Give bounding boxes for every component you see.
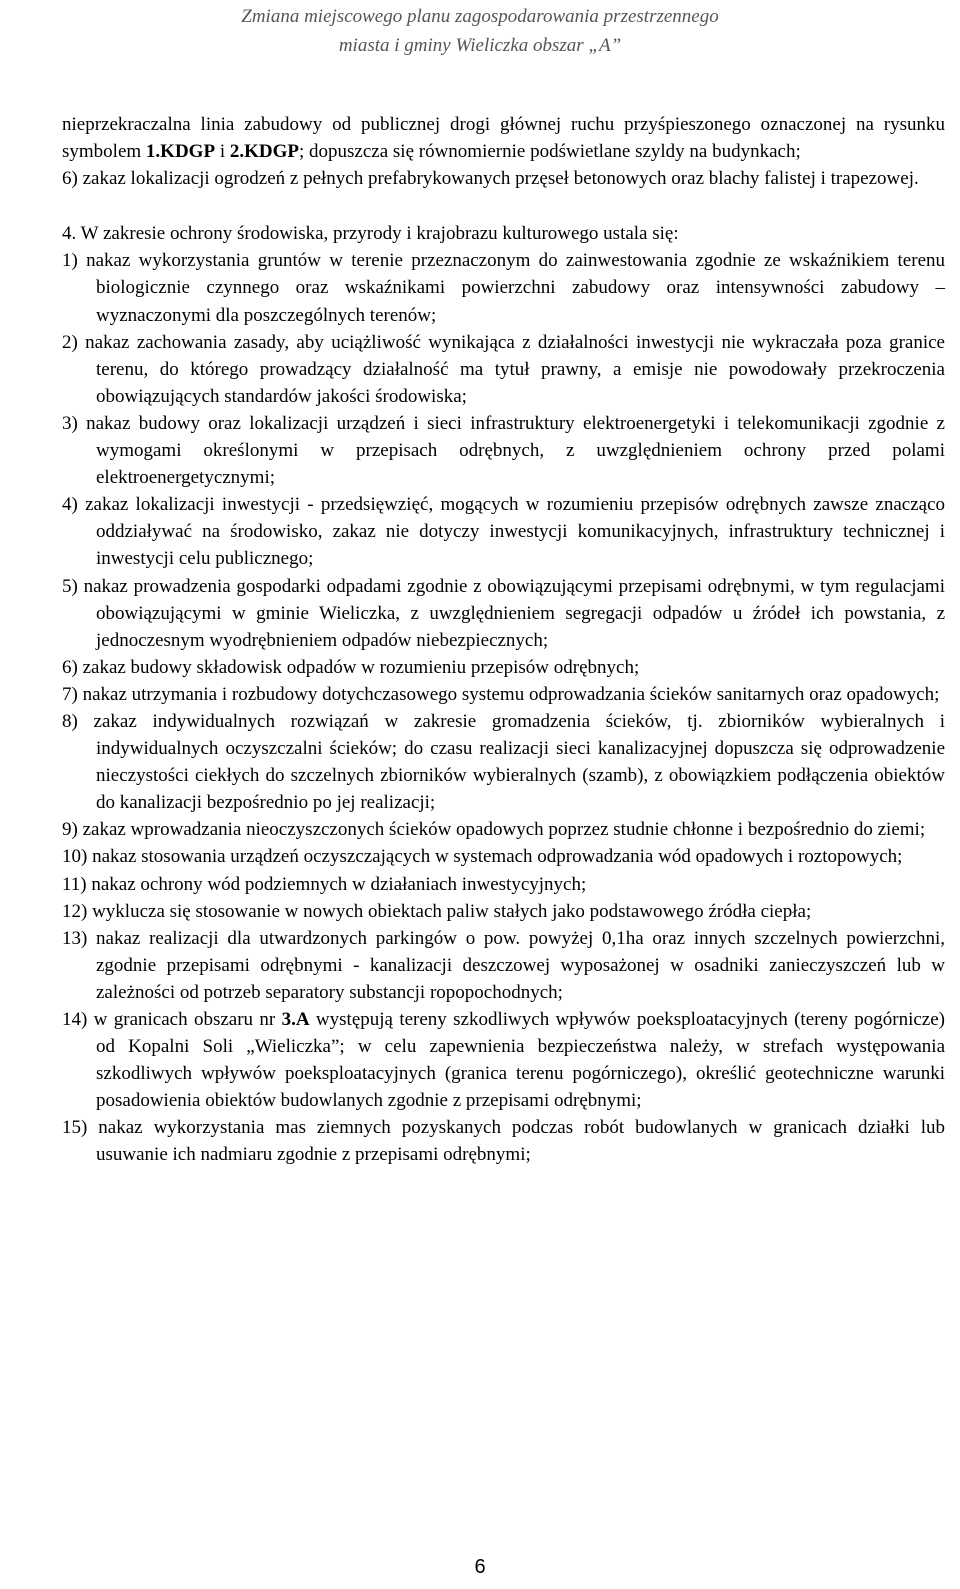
list-item: 7) nakaz utrzymania i rozbudowy dotychczasowego systemu odprowadzania ścieków sanitarnych oraz opadowych; <box>62 683 940 705</box>
intro-text-a: nieprzekraczalna linia zabudowy od publicznej drogi głównej ruchu przyśpieszonego oznaczonej na rysunku symbolem <box>62 114 945 163</box>
list-item: 5) nakaz prowadzenia gospodarki odpadami zgodnie z obowiązującymi przepisami odrębnymi, w tym regulacjami obowiązującymi w gminie Wieliczka, z uwzględnieniem segregacji odpadów u źródeł ich powstania, z jednoczesnym wyodrębnieniem odpadów niebezpiecznych; <box>62 575 945 651</box>
page-header <box>0 0 960 60</box>
page-number: 6 <box>474 1556 486 1578</box>
list-item-14 <box>62 1006 945 1114</box>
list-item: 1) nakaz wykorzystania gruntów w terenie przeznaczonym do zainwestowania zgodnie ze wskaźnikiem terenu biologicznie czynnego oraz wskaźnikami powierzchni zabudowy oraz intensywności zabudowy – wyznaczonymi dla poszczególnych terenów; <box>62 250 945 326</box>
intro-item-6: 6) zakaz lokalizacji ogrodzeń z pełnych prefabrykowanych przęseł betonowych oraz blachy falistej i trapezowej. <box>62 168 919 190</box>
list-item: 9) zakaz wprowadzania nieoczyszczonych ścieków opadowych poprzez studnie chłonne i bezpośrednio do ziemi; <box>62 819 926 841</box>
list-item: 2) nakaz zachowania zasady, aby uciążliwość wynikająca z działalności inwestycji nie wykraczała poza granice terenu, do którego prowadzący działalność ma tytuł prawny, a emisje nie powodowały przekroczenia obowiązujących standardów jakości środowiska; <box>62 331 945 407</box>
list-item: 6) zakaz budowy składowisk odpadów w rozumieniu przepisów odrębnych; <box>62 656 640 678</box>
symbol-1-kdgp: 1.KDGP <box>145 141 216 163</box>
list-item: 15) nakaz wykorzystania mas ziemnych pozyskanych podczas robót budowlanych w granicach działki lub usuwanie ich nadmiaru zgodnie z przepisami odrębnymi; <box>62 1117 945 1166</box>
header-line-2: miasta i gminy Wieliczka obszar „A” <box>338 35 622 56</box>
list-item: 12) wyklucza się stosowanie w nowych obiektach paliw stałych jako podstawowego źródła ciepła; <box>62 900 812 922</box>
list-item: 8) zakaz indywidualnych rozwiązań w zakresie gromadzenia ścieków, tj. zbiorników wybieralnych i indywidualnych oczyszczalni ścieków; do czasu realizacji sieci kanalizacyjnej dopuszcza się odprowadzenie nieczystości ciekłych do szczelnych zbiorników wybieralnych (szamb), z obowiązkiem podłączenia obiektów do kanalizacji bezpośrednio po jej realizacji; <box>62 710 945 814</box>
list-item: 4) zakaz lokalizacji inwestycji - przedsięwzięć, mogących w rozumieniu przepisów odrębnych zawsze znacząco oddziaływać na środowisko, zakaz nie dotyczy inwestycji komunikacyjnych, infrastruktury technicznej i inwestycji celu publicznego; <box>62 494 945 570</box>
symbol-2-kdgp: 2.KDGP <box>229 141 299 163</box>
document-body <box>62 111 945 1169</box>
intro-text-c: ; dopuszcza się równomiernie podświetlane szyldy na budynkach; <box>298 141 801 163</box>
section-4-lead: 4. W zakresie ochrony środowiska, przyrody i krajobrazu kulturowego ustala się: <box>62 223 679 245</box>
list-item: 11) nakaz ochrony wód podziemnych w działaniach inwestycyjnych; <box>62 873 587 895</box>
section-4-list <box>62 247 945 1168</box>
intro-text-b: i <box>215 141 230 163</box>
intro-paragraph <box>62 111 945 165</box>
list-item: 10) nakaz stosowania urządzeń oczyszczających w systemach odprowadzania wód opadowych i roztopowych; <box>62 846 903 868</box>
symbol-3a: 3.A <box>281 1009 310 1030</box>
list-item: 3) nakaz budowy oraz lokalizacji urządzeń i sieci infrastruktury elektroenergetyki i telekomunikacji zgodnie z wymogami określonymi w przepisach odrębnych, z uwzględnieniem ochrony przed polami elektroenergetycznymi; <box>62 412 945 489</box>
header-line-1: Zmiana miejscowego planu zagospodarowania przestrzennego <box>241 6 719 27</box>
item-14-text-a: 14) w granicach obszaru nr <box>62 1009 282 1030</box>
item-14-text-b: występują tereny szkodliwych wpływów poeksploatacyjnych (tereny pogórnicze) od Kopalni Soli „Wieliczka”; w celu zapewnienia bezpieczeństwa należy, w strefach występowania szkodliwych wpływów poeksploatacyjnych (granica terenu pogórniczego), określić geotechniczne warunki posadowienia obiektów budowlanych zgodnie z przepisami odrębnymi; <box>96 1009 945 1112</box>
list-item: 13) nakaz realizacji dla utwardzonych parkingów o pow. powyżej 0,1ha oraz innych szczelnych powierzchni, zgodnie przepisami odrębnymi - kanalizacji deszczowej wyposażonej w osadniki zanieczyszczeń lub w zależności od potrzeb separatory substancji ropopochodnych; <box>62 927 945 1003</box>
